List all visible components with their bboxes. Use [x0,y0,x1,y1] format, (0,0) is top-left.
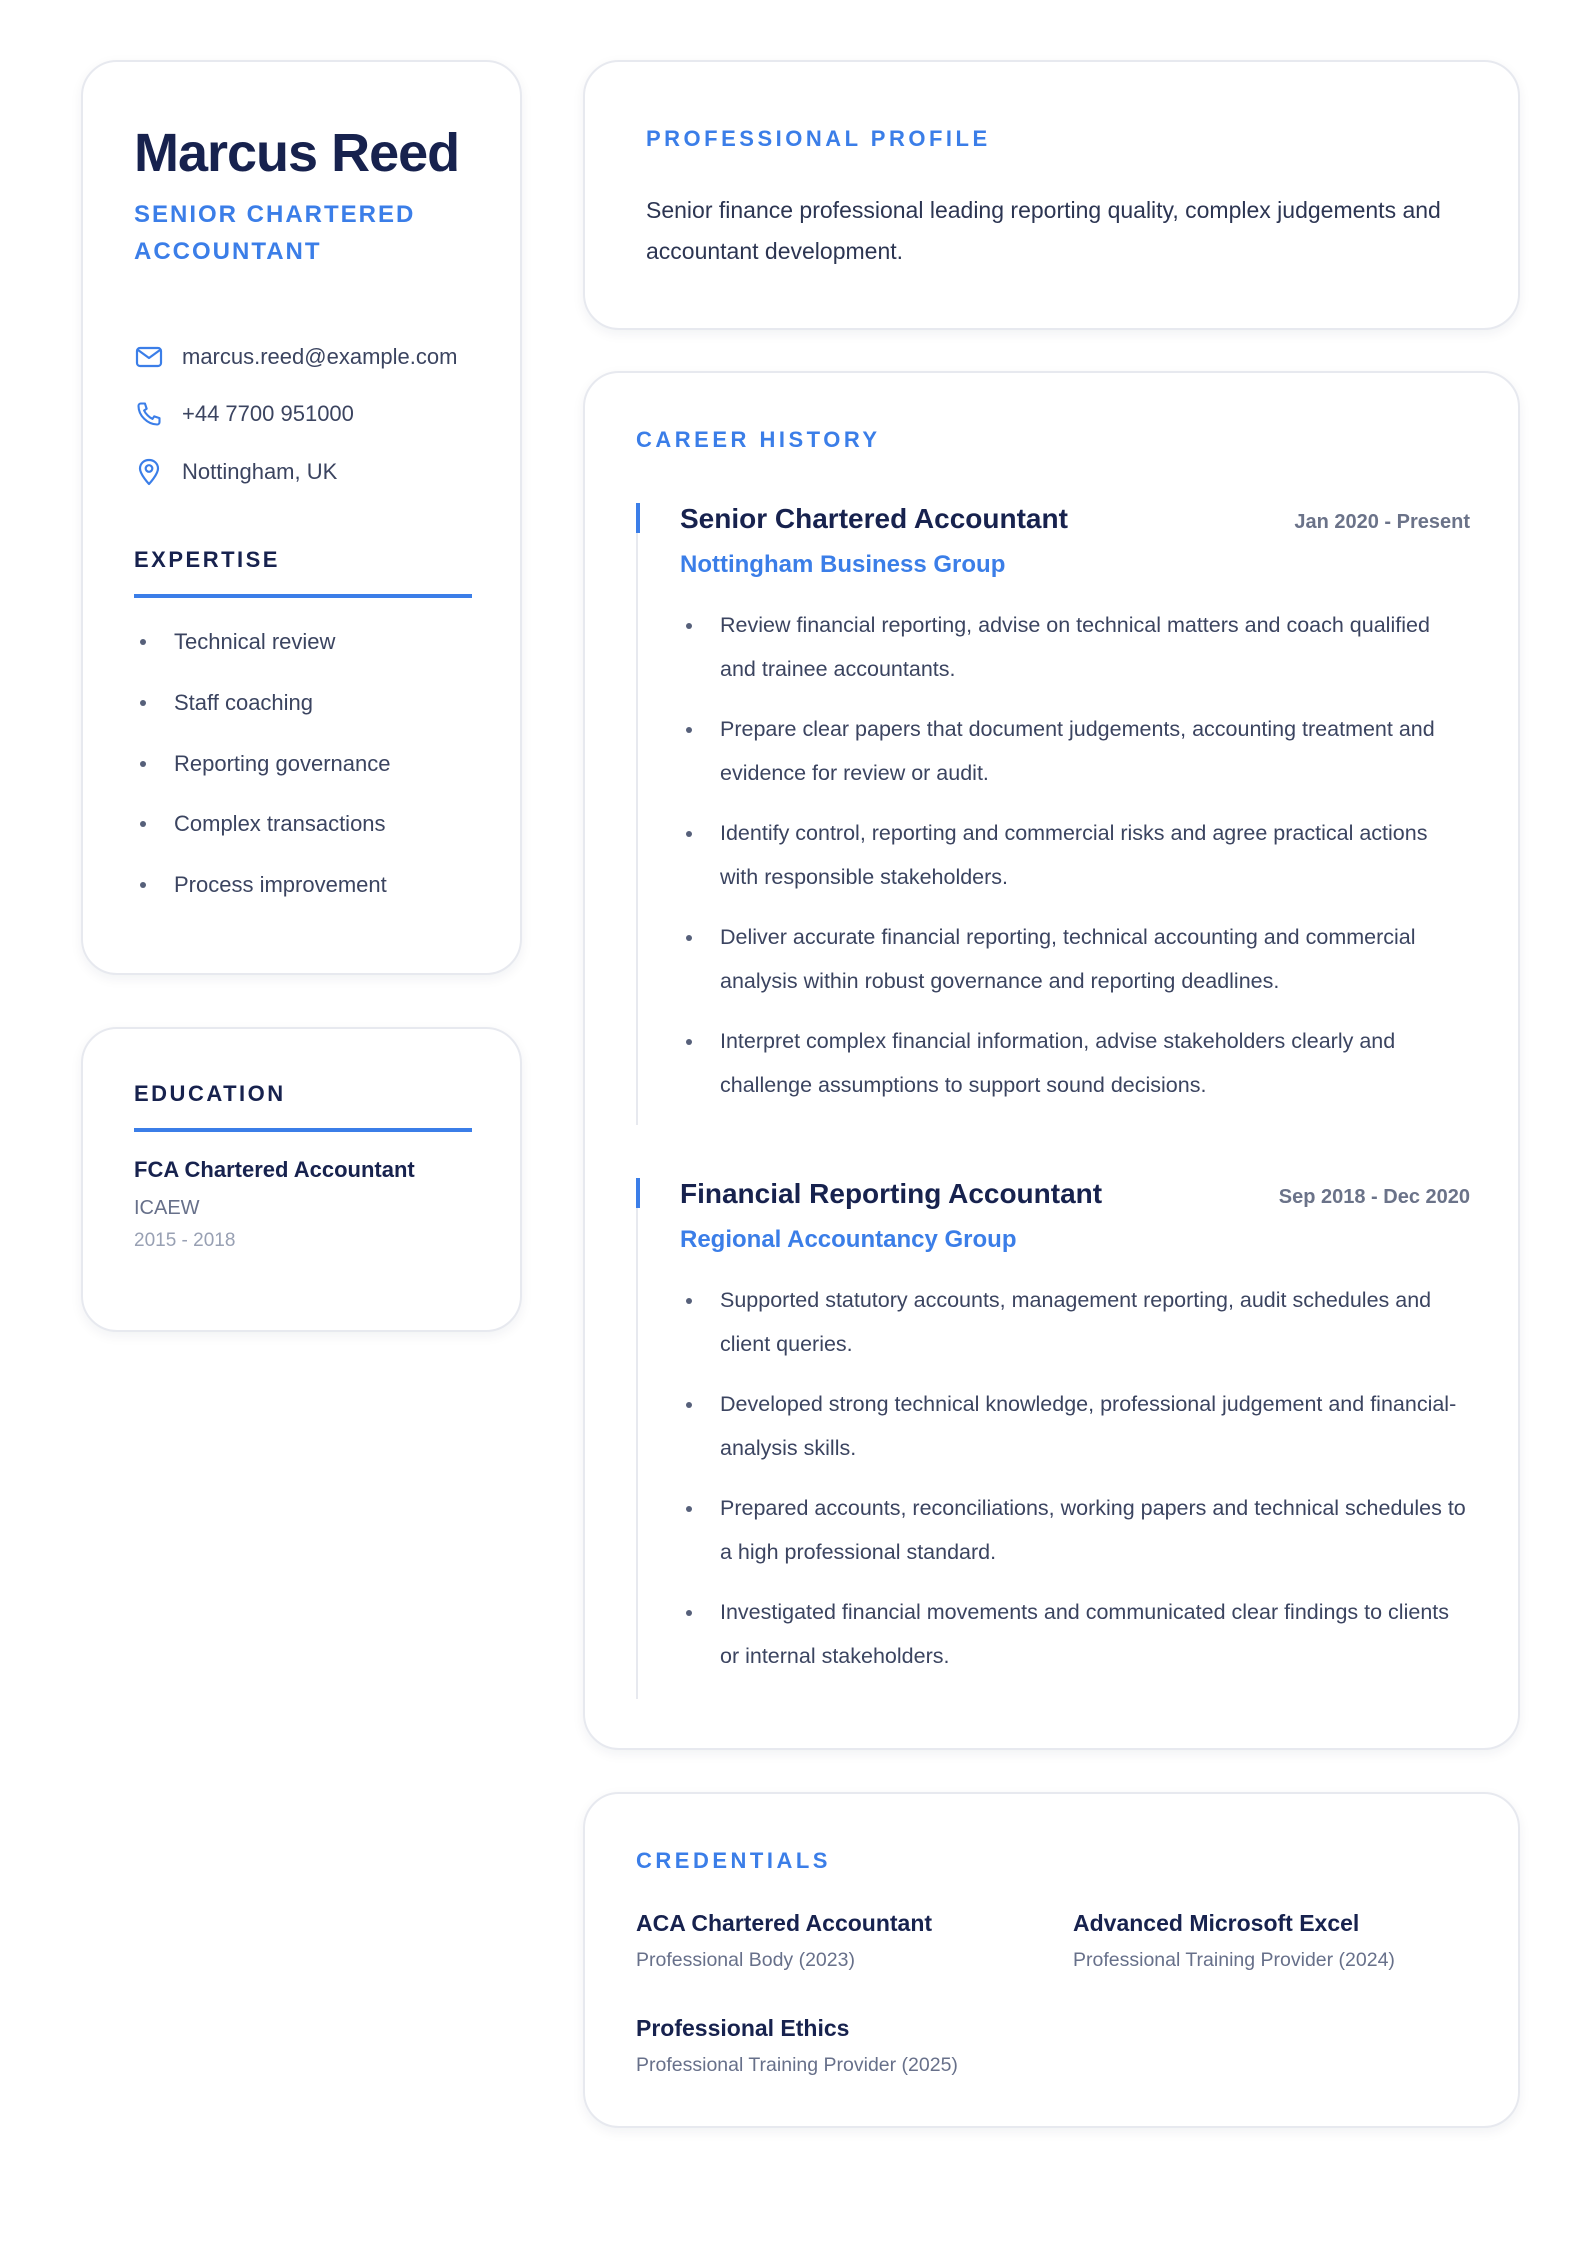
expertise-item: Complex transactions [134,809,386,839]
education-heading: EDUCATION [134,1081,286,1106]
job-bullet: Prepare clear papers that document judgements, accounting treatment and evidence for review or audit. [680,707,1470,795]
job-bullet: Review financial reporting, advise on technical matters and coach qualified and trainee accountants. [680,603,1470,691]
identity-card [81,60,522,975]
job-entry [636,503,1470,1125]
credential-name: Advanced Microsoft Excel [1073,1910,1360,1936]
job-title-headline: SENIOR CHARTERED ACCOUNTANT [134,201,416,265]
credential-item [1073,1910,1395,1972]
career-card [583,371,1520,1750]
job-bullet: Developed strong technical knowledge, professional judgement and financial-analysis skills. [680,1382,1470,1470]
education-card [81,1027,522,1332]
credential-issuer: Professional Body (2023) [636,1949,855,1971]
credential-item [636,1910,932,1972]
credentials-heading: CREDENTIALS [636,1848,831,1873]
education-institution: ICAEW [134,1197,200,1219]
job-timeline-line [636,1208,638,1699]
expertise-item: Staff coaching [134,688,313,718]
candidate-name: Marcus Reed [134,123,460,183]
job-bullet: Supported statutory accounts, management reporting, audit schedules and client queries. [680,1278,1470,1366]
profile-card [583,60,1520,330]
credential-issuer: Professional Training Provider (2025) [636,2054,958,2076]
job-accent-bar [636,503,640,533]
education-divider [134,1128,472,1132]
job-bullet: Interpret complex financial information, advise stakeholders clearly and challenge assumptions to support sound decisions. [680,1019,1470,1107]
job-bullets [680,1278,1470,1694]
job-company: Regional Accountancy Group [680,1226,1017,1253]
expertise-item: Reporting governance [134,749,390,779]
job-bullet: Investigated financial movements and communicated clear findings to clients or internal stakeholders. [680,1590,1470,1678]
credential-name: Professional Ethics [636,2015,850,2041]
location-text: Nottingham, UK [182,459,338,484]
job-dates: Jan 2020 - Present [1294,511,1470,533]
job-dates: Sep 2018 - Dec 2020 [1278,1186,1470,1208]
mail-icon [134,342,164,372]
phone-icon [134,399,164,429]
phone-text: +44 7700 951000 [182,401,354,426]
job-bullet: Prepared accounts, reconciliations, working papers and technical schedules to a high professional standard. [680,1486,1470,1574]
email-text: marcus.reed@example.com [182,344,458,369]
contact-email[interactable] [134,342,457,372]
education-years: 2015 - 2018 [134,1230,236,1251]
expertise-divider [134,594,472,598]
contact-location [134,457,337,487]
job-timeline-line [636,533,638,1125]
profile-heading: PROFESSIONAL PROFILE [646,126,991,151]
expertise-heading: EXPERTISE [134,547,280,572]
job-entry [636,1178,1470,1699]
profile-summary: Senior finance professional leading reporting quality, complex judgements and accountant development. [646,197,1441,264]
contact-phone[interactable] [134,399,354,429]
credentials-card [583,1792,1520,2128]
job-title: Senior Chartered Accountant [680,503,1068,534]
location-pin-icon [134,457,164,487]
job-bullet: Identify control, reporting and commercial risks and agree practical actions with responsible stakeholders. [680,811,1470,899]
job-bullet: Deliver accurate financial reporting, technical accounting and commercial analysis within robust governance and reporting deadlines. [680,915,1470,1003]
job-title: Financial Reporting Accountant [680,1178,1103,1209]
credential-name: ACA Chartered Accountant [636,1910,933,1936]
job-bullets [680,603,1470,1123]
career-heading: CAREER HISTORY [636,427,881,452]
job-company: Nottingham Business Group [680,551,1006,578]
job-accent-bar [636,1178,640,1208]
education-degree: FCA Chartered Accountant [134,1157,415,1182]
expertise-item: Technical review [134,627,335,657]
credential-issuer: Professional Training Provider (2024) [1073,1949,1395,1971]
credential-item [636,2015,958,2077]
expertise-item: Process improvement [134,870,387,900]
